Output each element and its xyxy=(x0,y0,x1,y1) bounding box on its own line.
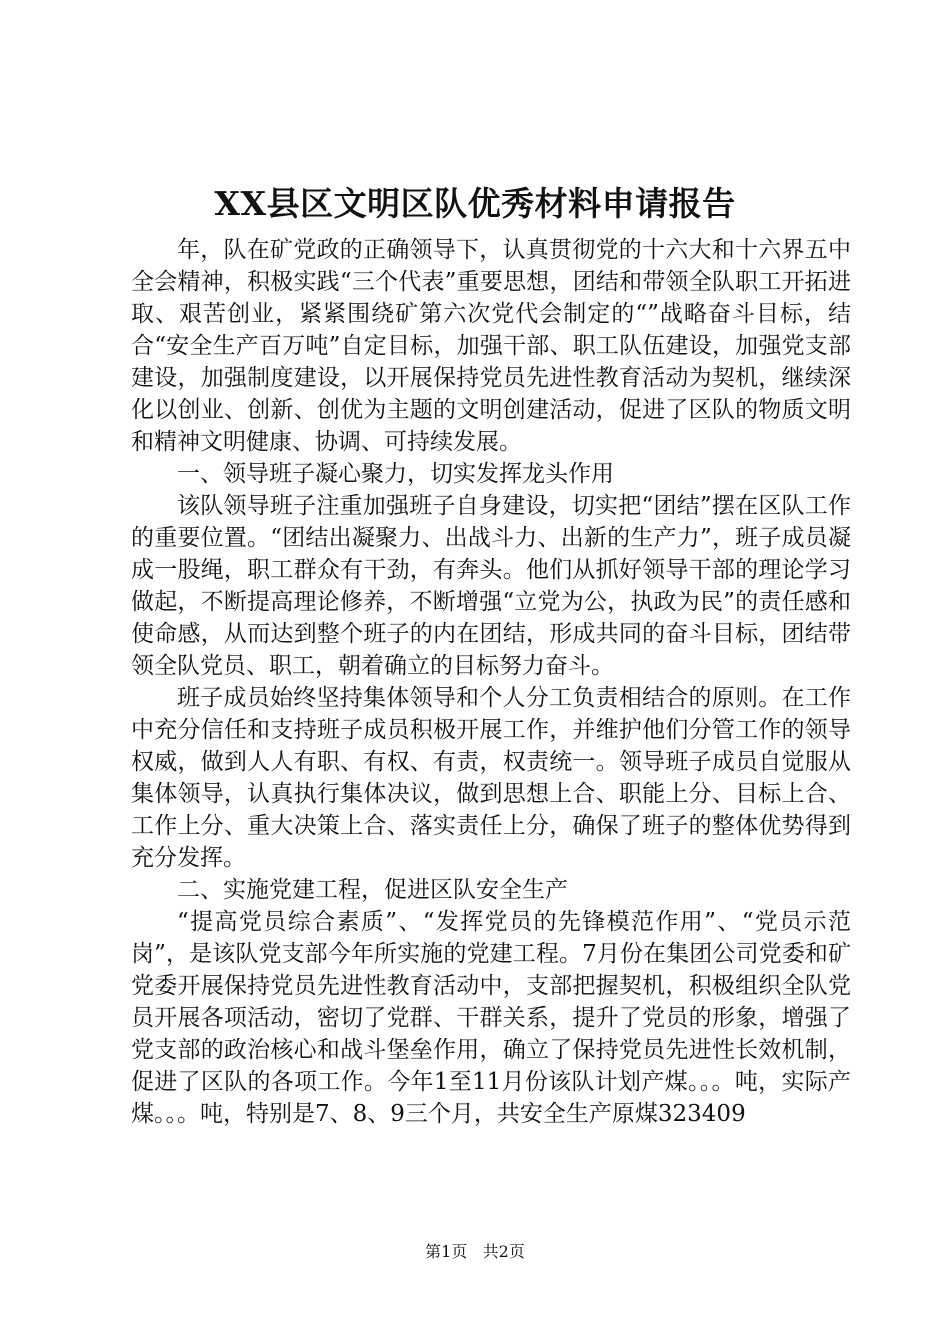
document-body xyxy=(131,234,851,1130)
page-total: 共2页 xyxy=(482,1242,525,1261)
page-number: 第1页 xyxy=(425,1242,468,1261)
document-title: XX县区文明区队优秀材料申请报告 xyxy=(214,184,736,223)
section-heading-1: 一、领导班子凝心聚力，切实发挥龙头作用 xyxy=(177,461,614,487)
section-heading-2: 二、实施党建工程，促进区队安全生产 xyxy=(177,877,568,903)
paragraph-collective-leadership: 班子成员始终坚持集体领导和个人分工负责相结合的原则。在工作中充分信任和支持班子成员积极开展工作，并维护他们分管工作的领导权威，做到人人有职、有权、有责，权责统一。领导班子成员自觉服从集体领导，认真执行集体决议，做到思想上合、职能上分、目标上合、工作上分、重大决策上合、落实责任上分，确保了班子的整体优势得到充分发挥。 xyxy=(131,685,851,871)
paragraph-party-building: “提高党员综合素质”、“发挥党员的先锋模范作用”、“党员示范岗”，是该队党支部今年所实施的党建工程。7月份在集团公司党委和矿党委开展保持党员先进性教育活动中，支部把握契机，积极组织全队党员开展各项活动，密切了党群、干群关系，提升了党员的形象，增强了党支部的政治核心和战斗堡垒作用，确立了保持党员先进性长效机制，促进了区队的各项工作。今年1至11月份该队计划产煤。。。吨，实际产煤。。。吨，特别是7、8、9三个月，共安全生产原煤323409 xyxy=(131,909,851,1127)
page-footer xyxy=(0,1242,950,1262)
paragraph-leadership-unity: 该队领导班子注重加强班子自身建设，切实把“团结”摆在区队工作的重要位置。“团结出凝聚力、出战斗力、出新的生产力”，班子成员凝成一股绳，职工群众有干劲，有奔头。他们从抓好领导干部的理论学习做起，不断提高理论修养，不断增强“立党为公，执政为民”的责任感和使命感，从而达到整个班子的内在团结，形成共同的奋斗目标，团结带领全队党员、职工，朝着确立的目标努力奋斗。 xyxy=(131,493,851,679)
paragraph-intro: 年，队在矿党政的正确领导下，认真贯彻党的十六大和十六界五中全会精神，积极实践“三个代表”重要思想，团结和带领全队职工开拓进取、艰苦创业，紧紧围绕矿第六次党代会制定的“”战略奋斗目标，结合“安全生产百万吨”自定目标，加强干部、职工队伍建设，加强党支部建设，加强制度建设，以开展保持党员先进性教育活动为契机，继续深化以创业、创新、创优为主题的文明创建活动，促进了区队的物质文明和精神文明健康、协调、可持续发展。 xyxy=(131,237,851,455)
